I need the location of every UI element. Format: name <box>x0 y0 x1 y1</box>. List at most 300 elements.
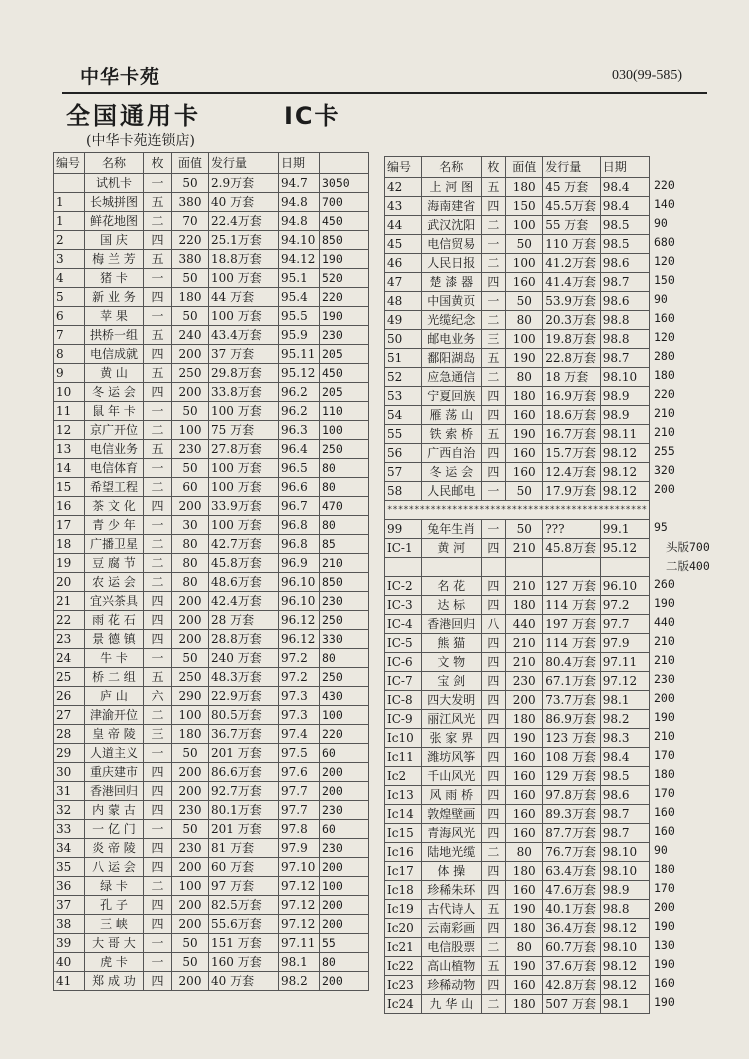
cell-date <box>600 558 649 577</box>
cell-no: 6 <box>54 307 85 326</box>
cell-date: 98.10 <box>600 862 649 881</box>
price-value: 160 <box>654 805 675 819</box>
cell-count: 四 <box>144 630 172 649</box>
cell-date: 97.3 <box>279 706 320 725</box>
cell-name: 国 庆 <box>85 231 144 250</box>
table-row <box>54 915 369 934</box>
cell-count: 四 <box>481 387 506 406</box>
cell-date: 96.9 <box>279 554 320 573</box>
table-row <box>54 231 369 250</box>
cell-date: 98.12 <box>600 444 649 463</box>
cell-face: 160 <box>506 786 543 805</box>
price-value: 190 <box>654 957 675 971</box>
cell-face: 190 <box>506 900 543 919</box>
table-row <box>385 292 650 311</box>
cell-name: 广播卫星 <box>85 535 144 554</box>
cell-date: 98.8 <box>600 330 649 349</box>
cell-face: 50 <box>172 307 209 326</box>
cell-date: 97.12 <box>279 877 320 896</box>
cell-qty: 22.8万套 <box>543 349 601 368</box>
price-value: 160 <box>654 976 675 990</box>
cell-face: 100 <box>172 706 209 725</box>
cell-face: 50 <box>172 402 209 421</box>
cell-price: 205 <box>320 383 369 402</box>
table-row <box>54 212 369 231</box>
cell-price: 230 <box>320 592 369 611</box>
cell-price: 55 <box>320 934 369 953</box>
cell-count: 四 <box>481 406 506 425</box>
cell-count: 一 <box>144 174 172 193</box>
cell-qty: 25.1万套 <box>209 231 279 250</box>
cell-price: 450 <box>320 364 369 383</box>
cell-face: 190 <box>506 349 543 368</box>
cell-qty: 60 万套 <box>209 858 279 877</box>
price-value: 150 <box>654 273 675 287</box>
cell-qty: 16.9万套 <box>543 387 601 406</box>
cell-count: 一 <box>481 520 506 539</box>
cell-qty: 55.6万套 <box>209 915 279 934</box>
cell-face: 50 <box>172 649 209 668</box>
cell-count: 四 <box>481 767 506 786</box>
price-value: 190 <box>654 919 675 933</box>
cell-no: 36 <box>54 877 85 896</box>
cell-count: 二 <box>481 843 506 862</box>
cell-name: 郑 成 功 <box>85 972 144 991</box>
cell-count: 二 <box>481 938 506 957</box>
cell-name: 电信成就 <box>85 345 144 364</box>
cell-no: 31 <box>54 782 85 801</box>
cell-no: 39 <box>54 934 85 953</box>
cell-name: 鄱阳湖岛 <box>421 349 481 368</box>
cell-face: 180 <box>506 995 543 1014</box>
cell-qty: 40.1万套 <box>543 900 601 919</box>
cell-face: 220 <box>172 231 209 250</box>
cell-date: 98.10 <box>600 843 649 862</box>
cell-no: 9 <box>54 364 85 383</box>
cell-name: 潍坊风筝 <box>421 748 481 767</box>
cell-no: 15 <box>54 478 85 497</box>
cell-qty: 28 万套 <box>209 611 279 630</box>
cell-count: 二 <box>144 478 172 497</box>
table-row <box>385 273 650 292</box>
table-row <box>385 558 650 577</box>
separator-stars: ************************************************ <box>385 501 650 520</box>
price-value: 190 <box>654 596 675 610</box>
cell-no: Ic18 <box>385 881 422 900</box>
cell-no: Ic14 <box>385 805 422 824</box>
cell-no: 29 <box>54 744 85 763</box>
cell-face: 100 <box>506 330 543 349</box>
cell-date: 96.10 <box>600 577 649 596</box>
cell-name: 古代诗人 <box>421 900 481 919</box>
cell-no: 2 <box>54 231 85 250</box>
price-value: 210 <box>654 634 675 648</box>
cell-face: 80 <box>172 573 209 592</box>
cell-count: 五 <box>144 326 172 345</box>
cell-name: 香港回归 <box>85 782 144 801</box>
cell-price: 220 <box>320 725 369 744</box>
cell-price: 230 <box>320 326 369 345</box>
cell-face: 210 <box>506 653 543 672</box>
cell-face: 200 <box>172 497 209 516</box>
cell-no: Ic16 <box>385 843 422 862</box>
table-row <box>385 976 650 995</box>
cell-count: 四 <box>481 539 506 558</box>
table-row <box>385 938 650 957</box>
table-row <box>385 368 650 387</box>
cell-face: 160 <box>506 463 543 482</box>
price-value: 210 <box>654 729 675 743</box>
cell-qty: 42.4万套 <box>209 592 279 611</box>
cell-face: 200 <box>506 691 543 710</box>
cell-price: 80 <box>320 459 369 478</box>
cell-name: 一 亿 门 <box>85 820 144 839</box>
column-header-qty: 发行量 <box>543 157 601 178</box>
cell-qty: 507 万套 <box>543 995 601 1014</box>
price-value: 170 <box>654 881 675 895</box>
cell-count: 四 <box>144 972 172 991</box>
cell-name: 邮电业务 <box>421 330 481 349</box>
cell-face: 210 <box>506 634 543 653</box>
cell-no: Ic20 <box>385 919 422 938</box>
price-value: 190 <box>654 995 675 1009</box>
cell-qty: ??? <box>543 520 601 539</box>
price-value: 140 <box>654 197 675 211</box>
cell-no: 56 <box>385 444 422 463</box>
cell-name: 应急通信 <box>421 368 481 387</box>
cell-qty: 41.2万套 <box>543 254 601 273</box>
cell-name: 珍稀动物 <box>421 976 481 995</box>
cell-count: 一 <box>144 649 172 668</box>
table-row <box>54 269 369 288</box>
cell-price: 250 <box>320 611 369 630</box>
cell-date: 98.6 <box>600 786 649 805</box>
cell-no: 99 <box>385 520 422 539</box>
cell-date: 96.10 <box>279 592 320 611</box>
cell-qty: 15.7万套 <box>543 444 601 463</box>
table-row <box>54 820 369 839</box>
cell-name: 丽江风光 <box>421 710 481 729</box>
cell-qty: 33.8万套 <box>209 383 279 402</box>
cell-date: 98.3 <box>600 729 649 748</box>
column-header-qty: 发行量 <box>209 153 279 174</box>
cell-price: 230 <box>320 801 369 820</box>
cell-qty: 53.9万套 <box>543 292 601 311</box>
cell-price: 200 <box>320 858 369 877</box>
cell-no: 30 <box>54 763 85 782</box>
cell-qty: 48.6万套 <box>209 573 279 592</box>
table-row <box>385 767 650 786</box>
cell-qty: 27.8万套 <box>209 440 279 459</box>
cell-qty: 29.8万套 <box>209 364 279 383</box>
cell-name: 广西自治 <box>421 444 481 463</box>
cell-count: 四 <box>481 729 506 748</box>
cell-face: 380 <box>172 193 209 212</box>
cell-price: 850 <box>320 573 369 592</box>
page-title-ic: IC卡 <box>284 102 341 130</box>
table-row <box>54 839 369 858</box>
cell-count: 二 <box>144 554 172 573</box>
cell-no: 43 <box>385 197 422 216</box>
cell-name: 电信贸易 <box>421 235 481 254</box>
cell-count: 五 <box>144 250 172 269</box>
cell-no: IC-4 <box>385 615 422 634</box>
cell-no: Ic15 <box>385 824 422 843</box>
cell-price: 520 <box>320 269 369 288</box>
cell-date: 97.7 <box>600 615 649 634</box>
cell-qty: 114 万套 <box>543 596 601 615</box>
cell-name: 雨 花 石 <box>85 611 144 630</box>
cell-no: 53 <box>385 387 422 406</box>
cell-face: 380 <box>172 250 209 269</box>
table-row <box>385 197 650 216</box>
cell-date: 98.4 <box>600 748 649 767</box>
cell-name: 名 花 <box>421 577 481 596</box>
cell-name: 宜兴茶具 <box>85 592 144 611</box>
cell-count: 一 <box>144 744 172 763</box>
cell-name: 张 家 界 <box>421 729 481 748</box>
cell-count: 四 <box>144 497 172 516</box>
cell-name: 熊 猫 <box>421 634 481 653</box>
cell-face: 50 <box>172 269 209 288</box>
cell-face: 240 <box>172 326 209 345</box>
cell-count: 一 <box>144 820 172 839</box>
table-row <box>54 193 369 212</box>
table-row <box>54 801 369 820</box>
table-row <box>385 615 650 634</box>
cell-name: 海南建省 <box>421 197 481 216</box>
cell-price: 430 <box>320 687 369 706</box>
cell-count: 二 <box>481 995 506 1014</box>
cell-count: 一 <box>144 269 172 288</box>
cell-face: 50 <box>172 934 209 953</box>
cell-name: 铁 索 桥 <box>421 425 481 444</box>
cell-no: 41 <box>54 972 85 991</box>
cell-qty: 76.7万套 <box>543 843 601 862</box>
cell-qty: 40 万套 <box>209 972 279 991</box>
cell-date: 95.1 <box>279 269 320 288</box>
cell-price: 110 <box>320 402 369 421</box>
cell-qty: 129 万套 <box>543 767 601 786</box>
cell-face: 100 <box>506 216 543 235</box>
cell-count: 四 <box>481 805 506 824</box>
cell-count: 四 <box>144 611 172 630</box>
cell-count: 四 <box>481 197 506 216</box>
cell-no: 10 <box>54 383 85 402</box>
table-row <box>385 216 650 235</box>
cell-price: 3050 <box>320 174 369 193</box>
table-row <box>385 406 650 425</box>
cell-no: Ic10 <box>385 729 422 748</box>
cell-name: 陆地光缆 <box>421 843 481 862</box>
cell-count: 一 <box>481 292 506 311</box>
cell-no: 45 <box>385 235 422 254</box>
cell-qty: 45 万套 <box>543 178 601 197</box>
table-row <box>385 653 650 672</box>
cell-no: 44 <box>385 216 422 235</box>
cell-no: 14 <box>54 459 85 478</box>
cell-qty: 80.4万套 <box>543 653 601 672</box>
cell-qty: 100 万套 <box>209 402 279 421</box>
cell-name: 希望工程 <box>85 478 144 497</box>
cell-count: 二 <box>144 706 172 725</box>
cell-face: 50 <box>506 235 543 254</box>
cell-face: 230 <box>172 440 209 459</box>
cell-count: 四 <box>481 824 506 843</box>
cell-count: 二 <box>144 212 172 231</box>
column-header-face: 面值 <box>506 157 543 178</box>
cell-no: 35 <box>54 858 85 877</box>
cell-date: 94.7 <box>279 174 320 193</box>
left-price-table <box>53 152 369 991</box>
cell-face: 50 <box>172 953 209 972</box>
cell-date: 97.8 <box>279 820 320 839</box>
table-row <box>54 364 369 383</box>
cell-price: 470 <box>320 497 369 516</box>
cell-name: 冬 运 会 <box>421 463 481 482</box>
cell-count: 四 <box>144 231 172 250</box>
cell-face: 190 <box>506 957 543 976</box>
cell-name: 敦煌壁画 <box>421 805 481 824</box>
cell-count: 四 <box>481 577 506 596</box>
cell-qty: 97.8万套 <box>543 786 601 805</box>
cell-name: 内 蒙 古 <box>85 801 144 820</box>
cell-no: 42 <box>385 178 422 197</box>
cell-face: 200 <box>172 972 209 991</box>
cell-qty: 67.1万套 <box>543 672 601 691</box>
cell-face: 290 <box>172 687 209 706</box>
cell-date: 94.12 <box>279 250 320 269</box>
cell-price: 100 <box>320 877 369 896</box>
cell-no: 4 <box>54 269 85 288</box>
table-row <box>54 630 369 649</box>
cell-count: 一 <box>144 934 172 953</box>
cell-face: 200 <box>172 630 209 649</box>
cell-name: 虎 卡 <box>85 953 144 972</box>
cell-no: 3 <box>54 250 85 269</box>
cell-date: 98.1 <box>600 995 649 1014</box>
cell-face: 160 <box>506 767 543 786</box>
cell-face: 250 <box>172 668 209 687</box>
table-row <box>385 634 650 653</box>
cell-name: 长城拼图 <box>85 193 144 212</box>
cell-count: 四 <box>481 691 506 710</box>
cell-name: 宝 剑 <box>421 672 481 691</box>
table-row <box>385 672 650 691</box>
table-row <box>385 349 650 368</box>
cell-name: 兔年生肖 <box>421 520 481 539</box>
table-row <box>54 174 369 193</box>
cell-name: 鲜花地图 <box>85 212 144 231</box>
cell-qty: 123 万套 <box>543 729 601 748</box>
cell-qty: 100 万套 <box>209 516 279 535</box>
cell-date: 98.12 <box>600 957 649 976</box>
cell-price: 330 <box>320 630 369 649</box>
cell-date: 97.4 <box>279 725 320 744</box>
cell-qty: 20.3万套 <box>543 311 601 330</box>
cell-face: 200 <box>172 896 209 915</box>
cell-date: 96.4 <box>279 440 320 459</box>
cell-date: 98.10 <box>600 938 649 957</box>
cell-no: 20 <box>54 573 85 592</box>
cell-name: 人道主义 <box>85 744 144 763</box>
cell-face: 50 <box>172 820 209 839</box>
cell-face: 200 <box>172 858 209 877</box>
cell-date: 98.9 <box>600 881 649 900</box>
cell-face: 210 <box>506 539 543 558</box>
table-row <box>385 805 650 824</box>
cell-qty: 80.5万套 <box>209 706 279 725</box>
cell-qty: 22.9万套 <box>209 687 279 706</box>
cell-count: 四 <box>481 710 506 729</box>
cell-no: IC-7 <box>385 672 422 691</box>
cell-date: 98.7 <box>600 273 649 292</box>
cell-count: 四 <box>481 596 506 615</box>
cell-face: 200 <box>172 383 209 402</box>
cell-count: 一 <box>144 402 172 421</box>
cell-no: 52 <box>385 368 422 387</box>
cell-name: 津渝开位 <box>85 706 144 725</box>
cell-qty: 44 万套 <box>209 288 279 307</box>
cell-qty: 42.7万套 <box>209 535 279 554</box>
cell-qty: 127 万套 <box>543 577 601 596</box>
cell-date: 95.11 <box>279 345 320 364</box>
cell-name: 苹 果 <box>85 307 144 326</box>
cell-face: 440 <box>506 615 543 634</box>
cell-qty: 17.9万套 <box>543 482 601 501</box>
cell-no: Ic23 <box>385 976 422 995</box>
table-row <box>54 478 369 497</box>
price-value: 180 <box>654 368 675 382</box>
table-row <box>54 459 369 478</box>
cell-name: 香港回归 <box>421 615 481 634</box>
price-value: 680 <box>654 235 675 249</box>
cell-face: 160 <box>506 273 543 292</box>
cell-name: 人民邮电 <box>421 482 481 501</box>
cell-count: 五 <box>481 957 506 976</box>
table-row <box>54 421 369 440</box>
cell-date: 97.5 <box>279 744 320 763</box>
price-value: 210 <box>654 406 675 420</box>
cell-date: 98.5 <box>600 767 649 786</box>
cell-qty: 42.8万套 <box>543 976 601 995</box>
table-row <box>385 539 650 558</box>
cell-qty: 197 万套 <box>543 615 601 634</box>
cell-date: 98.2 <box>600 710 649 729</box>
cell-no: 5 <box>54 288 85 307</box>
table-header-row <box>385 157 650 178</box>
cell-no: 12 <box>54 421 85 440</box>
cell-no: 19 <box>54 554 85 573</box>
table-row <box>385 691 650 710</box>
page-title: 全国通用卡 <box>66 102 201 130</box>
cell-name: 青海风光 <box>421 824 481 843</box>
cell-price: 200 <box>320 915 369 934</box>
cell-count: 四 <box>144 839 172 858</box>
price-value: 95 <box>654 520 668 534</box>
cell-no: IC-8 <box>385 691 422 710</box>
cell-qty: 100 万套 <box>209 269 279 288</box>
cell-no: 34 <box>54 839 85 858</box>
cell-no: 13 <box>54 440 85 459</box>
cell-no: 11 <box>54 402 85 421</box>
table-row <box>385 729 650 748</box>
cell-count: 四 <box>481 976 506 995</box>
cell-date: 97.9 <box>600 634 649 653</box>
cell-no: Ic19 <box>385 900 422 919</box>
cell-no: 24 <box>54 649 85 668</box>
cell-qty: 100 万套 <box>209 478 279 497</box>
